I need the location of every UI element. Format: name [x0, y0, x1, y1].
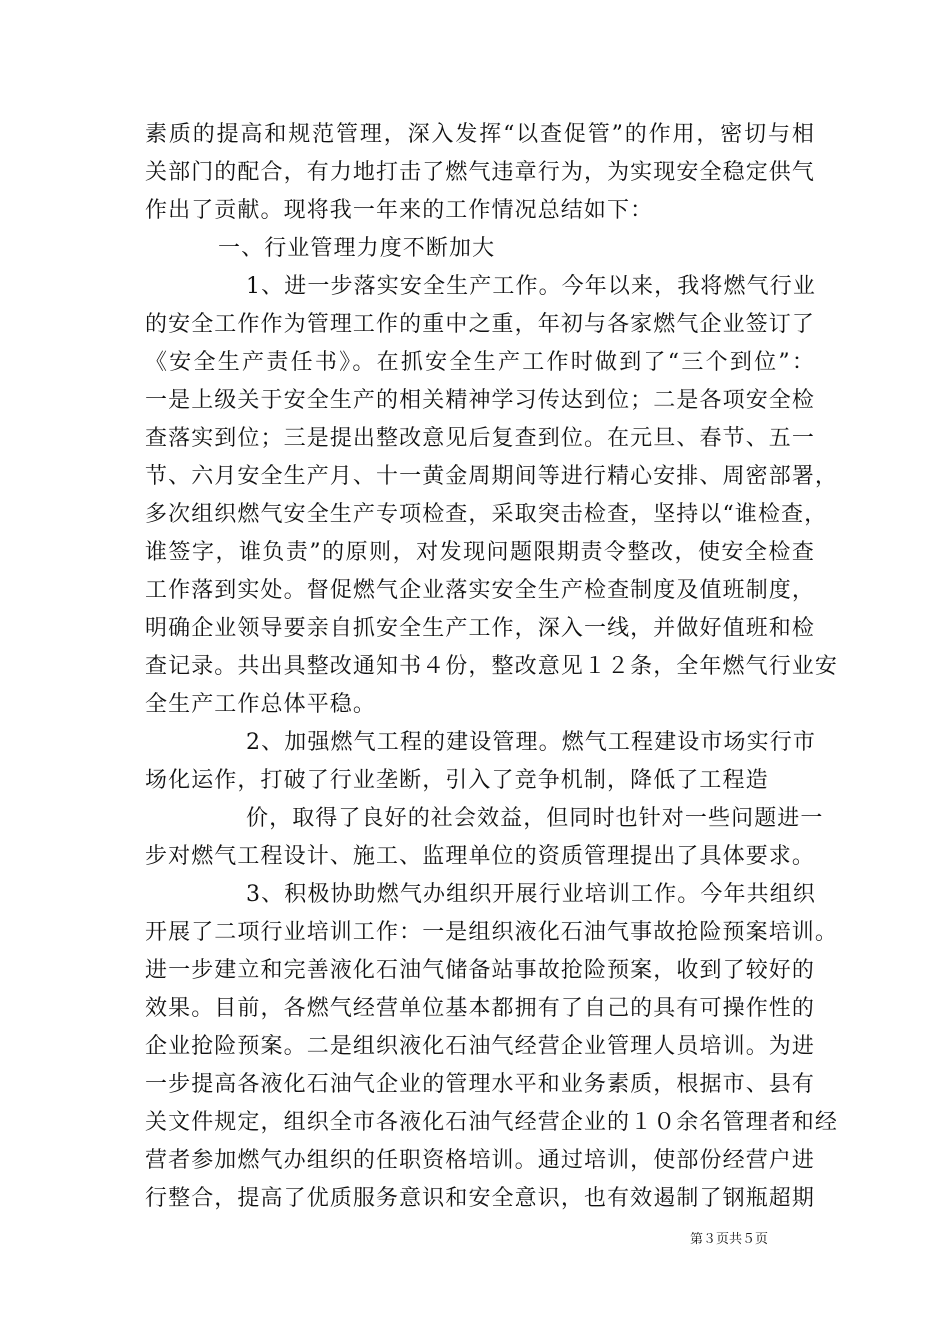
body-line: 的安全工作作为管理工作的重中之重，年初与各家燃气企业签订了: [145, 312, 815, 337]
body-line: 关文件规定，组织全市各液化石油气经营企业的１０余名管理者和经: [145, 1110, 839, 1135]
body-line: 关部门的配合，有力地打击了燃气违章行为，为实现安全稳定供气: [145, 160, 815, 185]
body-line: 明确企业领导要亲自抓安全生产工作，深入一线，并做好值班和检: [145, 616, 815, 641]
body-line: 3、积极协助燃气办组织开展行业培训工作。今年共组织: [246, 882, 816, 907]
body-line: 价，取得了良好的社会效益，但同时也针对一些问题进一: [246, 806, 824, 831]
body-line: 全生产工作总体平稳。: [145, 692, 377, 717]
body-line: 开展了二项行业培训工作：一是组织液化石油气事故抢险预案培训。: [145, 920, 839, 945]
body-line: 查记录。共出具整改通知书４份，整改意见１２条，全年燃气行业安: [145, 654, 839, 679]
body-line: 2、加强燃气工程的建设管理。燃气工程建设市场实行市: [246, 730, 816, 755]
page-number: 第３页共５页: [690, 1232, 769, 1247]
body-line: 进一步建立和完善液化石油气储备站事故抢险预案，收到了较好的: [145, 958, 815, 983]
body-line: 节、六月安全生产月、十一黄金周期间等进行精心安排、周密部署，: [145, 464, 839, 489]
body-line: 作出了贡献。现将我一年来的工作情况总结如下：: [145, 198, 654, 223]
body-line: 营者参加燃气办组织的任职资格培训。通过培训，使部份经营户进: [145, 1148, 815, 1173]
body-line: 企业抢险预案。二是组织液化石油气经营企业管理人员培训。为进: [145, 1034, 815, 1059]
body-line: 谁签字，谁负责”的原则，对发现问题限期责令整改，使安全检查: [145, 540, 815, 565]
body-line: 行整合，提高了优质服务意识和安全意识，也有效遏制了钢瓶超期: [145, 1186, 815, 1211]
body-line: 一是上级关于安全生产的相关精神学习传达到位；二是各项安全检: [145, 388, 815, 413]
body-line: 《安全生产责任书》。在抓安全生产工作时做到了“三个到位”：: [145, 350, 815, 375]
body-line: 查落实到位；三是提出整改意见后复查到位。在元旦、春节、五一: [145, 426, 815, 451]
body-line: 步对燃气工程设计、施工、监理单位的资质管理提出了具体要求。: [145, 844, 815, 869]
body-line: 多次组织燃气安全生产专项检查，采取突击检查，坚持以“谁检查，: [145, 502, 828, 527]
body-line: 素质的提高和规范管理，深入发挥“以查促管”的作用，密切与相: [145, 122, 815, 147]
body-line: 一步提高各液化石油气企业的管理水平和业务素质，根据市、县有: [145, 1072, 815, 1097]
body-line: 效果。目前，各燃气经营单位基本都拥有了自己的具有可操作性的: [145, 996, 815, 1021]
body-line: 场化运作，打破了行业垄断，引入了竞争机制，降低了工程造: [145, 768, 769, 793]
section-heading: 一、行业管理力度不断加大: [218, 236, 496, 261]
body-line: 工作落到实处。督促燃气企业落实安全生产检查制度及值班制度，: [145, 578, 815, 603]
body-line: 1、进一步落实安全生产工作。今年以来，我将燃气行业: [246, 274, 816, 299]
